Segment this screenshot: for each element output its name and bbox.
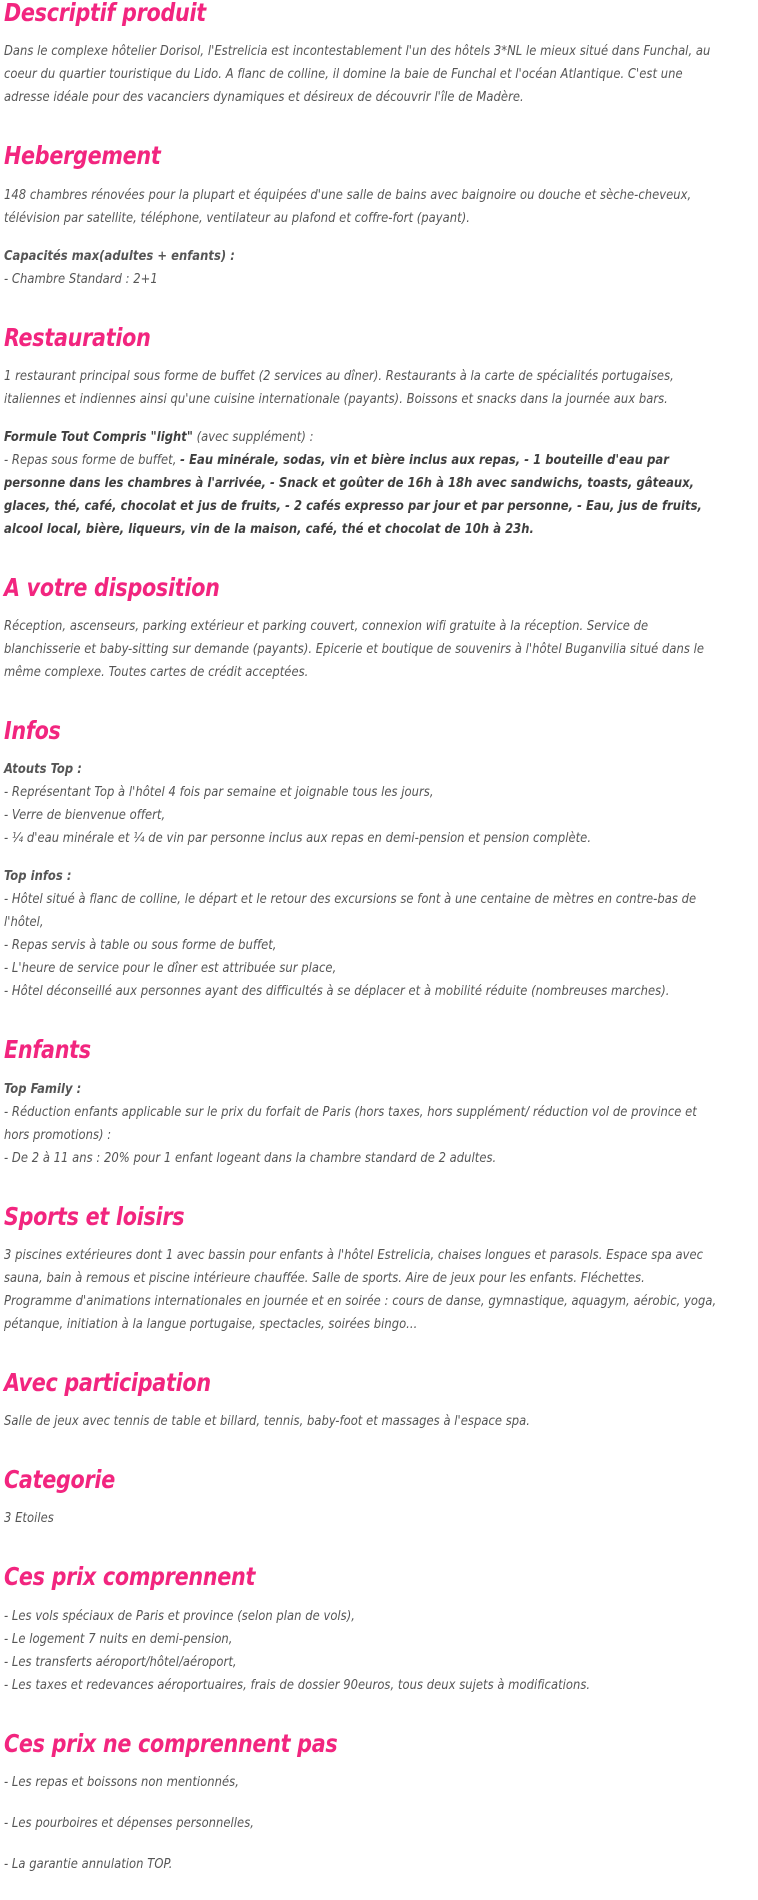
section-enfants: [4, 1037, 754, 1169]
infos-atouts-item: - Verre de bienvenue offert,: [4, 807, 166, 824]
participation-paragraph: Salle de jeux avec tennis de table et billard, tennis, baby-foot et massages à l'espace spa.: [4, 1413, 530, 1429]
hebergement-paragraph: 148 chambres rénovées pour la plupart et équipées d'une salle de bains avec baignoire ou douche et sèche-cheveux, télévision par satellite, téléphone, ventilateur au plafond et coffre-fort (payant).: [4, 186, 692, 226]
section-title-enfants: Enfants: [4, 1035, 91, 1065]
infos-atouts-item: - ¼ d'eau minérale et ¼ de vin par personne inclus aux repas en demi-pension et pension complète.: [4, 830, 592, 847]
comprennent-item: - Les taxes et redevances aéroportuaires, frais de dossier 90euros, tous deux sujets à modifications.: [4, 1676, 591, 1693]
section-title-descriptif-produit: Descriptif produit: [4, 0, 206, 27]
section-title-ces-prix-comprennent: Ces prix comprennent: [4, 1562, 256, 1592]
section-infos: [4, 718, 754, 1003]
formule-label-bold: Formule Tout Compris "light": [4, 428, 193, 445]
section-ces-prix-comprennent: [4, 1564, 754, 1696]
section-categorie: [4, 1467, 754, 1530]
section-restauration: [4, 322, 754, 541]
ne-comprennent-pas-item: - Les pourboires et dépenses personnelles,: [4, 1814, 254, 1831]
formule-detail-plain: - Repas sous forme de buffet,: [4, 451, 181, 468]
sports-paragraph-1: 3 piscines extérieures dont 1 avec bassin pour enfants à l'hôtel Estrelicia, chaises longues et parasols. Espace spa avec sauna, bain à remous et piscine intérieure chauffée. Salle de sports. Aire de jeux pour les enfants. Fléchettes.: [4, 1246, 704, 1286]
infos-topinfos-label: Top infos :: [4, 868, 72, 885]
infos-topinfos-item: - Hôtel déconseillé aux personnes ayant des difficultés à se déplacer et à mobilité réduite (nombreuses marches).: [4, 983, 670, 1000]
section-title-infos: Infos: [4, 716, 61, 745]
descriptif-paragraph: Dans le complexe hôtelier Dorisol, l'Estrelicia est incontestablement l'un des hôtels 3*NL le mieux situé dans Funchal, au coeur du quartier touristique du Lido. A flanc de colline, il domine la baie de Funchal et l'océan Atlantique. C'est une adresse idéale pour des vacanciers dynamiques et désireux de découvrir l'île de Madère.: [4, 43, 711, 106]
formule-label-rest: (avec supplément) :: [192, 428, 314, 445]
enfants-topfamily-item: - De 2 à 11 ans : 20% pour 1 enfant logeant dans la chambre standard de 2 adultes.: [4, 1149, 497, 1166]
enfants-topfamily-label: Top Family :: [4, 1080, 82, 1097]
infos-topinfos-item: - L'heure de service pour le dîner est attribuée sur place,: [4, 960, 337, 977]
hebergement-capacite-item: - Chambre Standard : 2+1: [4, 270, 158, 287]
enfants-topfamily-item: - Réduction enfants applicable sur le prix du forfait de Paris (hors taxes, hors supplément/ réduction vol de province et hors promotions) :: [4, 1103, 697, 1143]
infos-topinfos-item: - Repas servis à table ou sous forme de buffet,: [4, 937, 277, 954]
section-sports-et-loisirs: [4, 1201, 754, 1336]
infos-atouts-label: Atouts Top :: [4, 761, 82, 778]
hebergement-capacites-label: Capacités max(adultes + enfants) :: [4, 247, 235, 264]
sports-paragraph-2: Programme d'animations internationales en journée et en soirée : cours de danse, gymnastique, aquagym, aérobic, yoga, pétanque, initiation à la langue portugaise, spectacles, soirées bingo...: [4, 1292, 717, 1332]
section-title-ces-prix-ne-comprennent-pas: Ces prix ne comprennent pas: [4, 1728, 338, 1758]
infos-atouts-item: - Représentant Top à l'hôtel 4 fois par semaine et joignable tous les jours,: [4, 784, 434, 801]
section-title-hebergement: Hebergement: [4, 141, 161, 171]
infos-topinfos-item: - Hôtel situé à flanc de colline, le départ et le retour des excursions se font à une centaine de mètres en contre-bas de l'hôtel,: [4, 891, 697, 931]
formule-detail-bold: - Eau minérale, sodas, vin et bière inclus aux repas, - 1 bouteille d'eau par personne dans les chambres à l'arrivée, - Snack et goûter de 16h à 18h avec sandwichs, toasts, gâteaux, glaces, thé, café, chocolat et jus de fruits, - 2 cafés expresso par jour et par personne, - Eau, jus de fruits, alcool local, bière, liqueurs, vin de la maison, café, thé et chocolat de 10h à 23h.: [4, 451, 702, 537]
section-ces-prix-ne-comprennent-pas: [4, 1728, 754, 1876]
comprennent-item: - Les transferts aéroport/hôtel/aéroport,: [4, 1653, 237, 1670]
section-title-a-votre-disposition: A votre disposition: [4, 572, 220, 602]
section-descriptif-produit: [4, 0, 754, 109]
disposition-paragraph: Réception, ascenseurs, parking extérieur et parking couvert, connexion wifi gratuite à la réception. Service de blanchisserie et baby-sitting sur demande (payants). Epicerie et boutique de souvenirs à l'hôtel Buganvilia situé dans le même complexe. Toutes cartes de crédit acceptées.: [4, 618, 705, 680]
section-title-sports-et-loisirs: Sports et loisirs: [4, 1201, 185, 1231]
section-avec-participation: [4, 1367, 754, 1433]
comprennent-item: - Les vols spéciaux de Paris et province (selon plan de vols),: [4, 1607, 356, 1624]
ne-comprennent-pas-item: - La garantie annulation TOP.: [4, 1855, 173, 1872]
comprennent-item: - Le logement 7 nuits en demi-pension,: [4, 1630, 233, 1647]
restauration-formule-detail: [4, 449, 717, 541]
restauration-paragraph: 1 restaurant principal sous forme de buffet (2 services au dîner). Restaurants à la carte de spécialités portugaises, italiennes et indiennes ainsi qu'une cuisine internationale (payants). Boissons et snacks dans la journée aux bars.: [4, 367, 674, 407]
section-title-categorie: Categorie: [4, 1465, 115, 1494]
categorie-value: 3 Etoiles: [4, 1510, 54, 1527]
section-a-votre-disposition: [4, 572, 754, 684]
section-title-restauration: Restauration: [4, 322, 151, 352]
restauration-formule-label: [4, 426, 717, 449]
section-hebergement: [4, 143, 754, 290]
section-title-avec-participation: Avec participation: [4, 1367, 211, 1397]
ne-comprennent-pas-item: - Les repas et boissons non mentionnés,: [4, 1773, 239, 1790]
